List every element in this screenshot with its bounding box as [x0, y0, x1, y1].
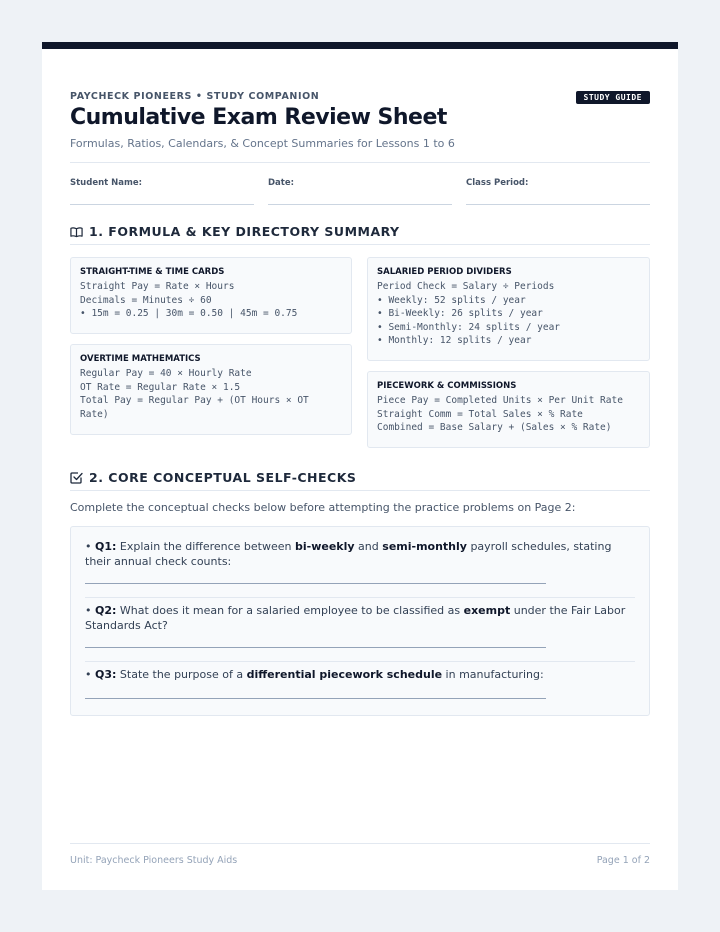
emphasis-term: exempt: [463, 604, 511, 617]
question-2: • Q2: What does it mean for a salaried employee to be classified as exempt under the Fair Labor Standards Act?: [85, 604, 626, 632]
formula-line: Total Pay = Regular Pay + (OT Hours × OT: [80, 395, 309, 407]
class-period-line[interactable]: [466, 204, 650, 205]
formula-line: Straight Pay = Rate × Hours: [80, 281, 235, 292]
section-2-intro: Complete the conceptual checks below before attempting the practice problems on Page 2:: [70, 501, 576, 514]
footer-unit: Unit: Paycheck Pioneers Study Aids: [70, 855, 238, 866]
section-2-heading: [70, 470, 356, 485]
student-name-label: Student Name:: [70, 178, 143, 188]
formula-line: Regular Pay = 40 × Hourly Rate: [80, 368, 252, 379]
section-1-divider: [70, 244, 650, 245]
answer-line-3[interactable]: [85, 698, 546, 699]
answer-line-2[interactable]: [85, 647, 546, 648]
question-separator: [85, 661, 635, 662]
question-1: • Q1: Explain the difference between bi-weekly and semi-monthly payroll schedules, stating their annual check counts:: [85, 540, 612, 568]
section-1-title: 1. FORMULA & KEY DIRECTORY SUMMARY: [89, 224, 400, 239]
salaried-card: [367, 257, 650, 361]
question-text: Explain the difference between: [116, 540, 295, 553]
section-2-divider: [70, 490, 650, 491]
question-text: and: [354, 540, 383, 553]
date-label: Date:: [268, 178, 295, 188]
straight-time-card: [70, 257, 352, 334]
class-period-field[interactable]: [466, 178, 650, 205]
question-text: under the Fair Labor Standards Act?: [85, 604, 626, 632]
question-separator: [85, 597, 635, 598]
class-period-label: Class Period:: [466, 178, 529, 188]
section-2-title: 2. CORE CONCEPTUAL SELF-CHECKS: [89, 470, 357, 485]
formula-line: Period Check = Salary ÷ Periods: [377, 281, 555, 292]
book-open-icon: [70, 226, 83, 238]
page-title: Cumulative Exam Review Sheet: [70, 105, 447, 130]
date-line[interactable]: [268, 204, 452, 205]
formula-line: • Weekly: 52 splits / year: [377, 294, 526, 306]
card-title: STRAIGHT-TIME & TIME CARDS: [80, 267, 225, 277]
emphasis-term: semi-monthly: [382, 540, 467, 553]
study-guide-badge: STUDY GUIDE: [576, 91, 650, 104]
formula-line: Rate): [80, 408, 109, 420]
formula-line: • Semi-Monthly: 24 splits / year: [377, 321, 561, 333]
formula-line: Decimals = Minutes ÷ 60: [80, 294, 212, 306]
worksheet-page: [42, 42, 678, 890]
question-label: Q1:: [95, 540, 117, 553]
card-title: OVERTIME MATHEMATICS: [80, 354, 201, 364]
section-1-heading: [70, 224, 400, 239]
student-name-field[interactable]: [70, 178, 254, 205]
question-text: State the purpose of a: [116, 668, 247, 681]
eyebrow-text: PAYCHECK PIONEERS • STUDY COMPANION: [70, 91, 320, 102]
formula-line: • Bi-Weekly: 26 splits / year: [377, 308, 543, 320]
page-subtitle: Formulas, Ratios, Calendars, & Concept Summaries for Lessons 1 to 6: [70, 137, 455, 150]
page-number: Page 1 of 2: [596, 855, 650, 866]
header-divider: [70, 162, 650, 163]
formula-line: • 15m = 0.25 | 30m = 0.50 | 45m = 0.75: [80, 308, 298, 320]
card-title: PIECEWORK & COMMISSIONS: [377, 381, 517, 391]
piecework-card: [367, 371, 650, 448]
emphasis-term: differential piecework schedule: [246, 668, 443, 681]
footer-divider: [70, 843, 650, 844]
formula-line: Straight Comm = Total Sales × % Rate: [377, 408, 583, 420]
checkbox-icon: [70, 471, 83, 484]
formula-line: • Monthly: 12 splits / year: [377, 335, 532, 347]
formula-line: Piece Pay = Completed Units × Per Unit Rate: [377, 395, 623, 406]
question-label: Q3:: [95, 668, 117, 681]
student-name-line[interactable]: [70, 204, 254, 205]
date-field[interactable]: [268, 178, 452, 205]
question-text: What does it mean for a salaried employee to be classified as: [116, 604, 464, 617]
page-content: [70, 49, 650, 890]
question-text: payroll schedules, stating their annual check counts:: [85, 540, 612, 568]
overtime-card: [70, 344, 352, 435]
card-title: SALARIED PERIOD DIVIDERS: [377, 267, 512, 277]
question-text: in manufacturing:: [442, 668, 544, 681]
answer-line-1[interactable]: [85, 583, 546, 584]
formula-line: OT Rate = Regular Rate × 1.5: [80, 381, 241, 393]
question-3: • Q3: State the purpose of a differential piecework schedule in manufacturing:: [85, 668, 544, 681]
question-label: Q2:: [95, 604, 117, 617]
emphasis-term: bi-weekly: [295, 540, 355, 553]
formula-line: Combined = Base Salary + (Sales × % Rate): [377, 422, 612, 434]
self-check-box: [70, 526, 650, 716]
